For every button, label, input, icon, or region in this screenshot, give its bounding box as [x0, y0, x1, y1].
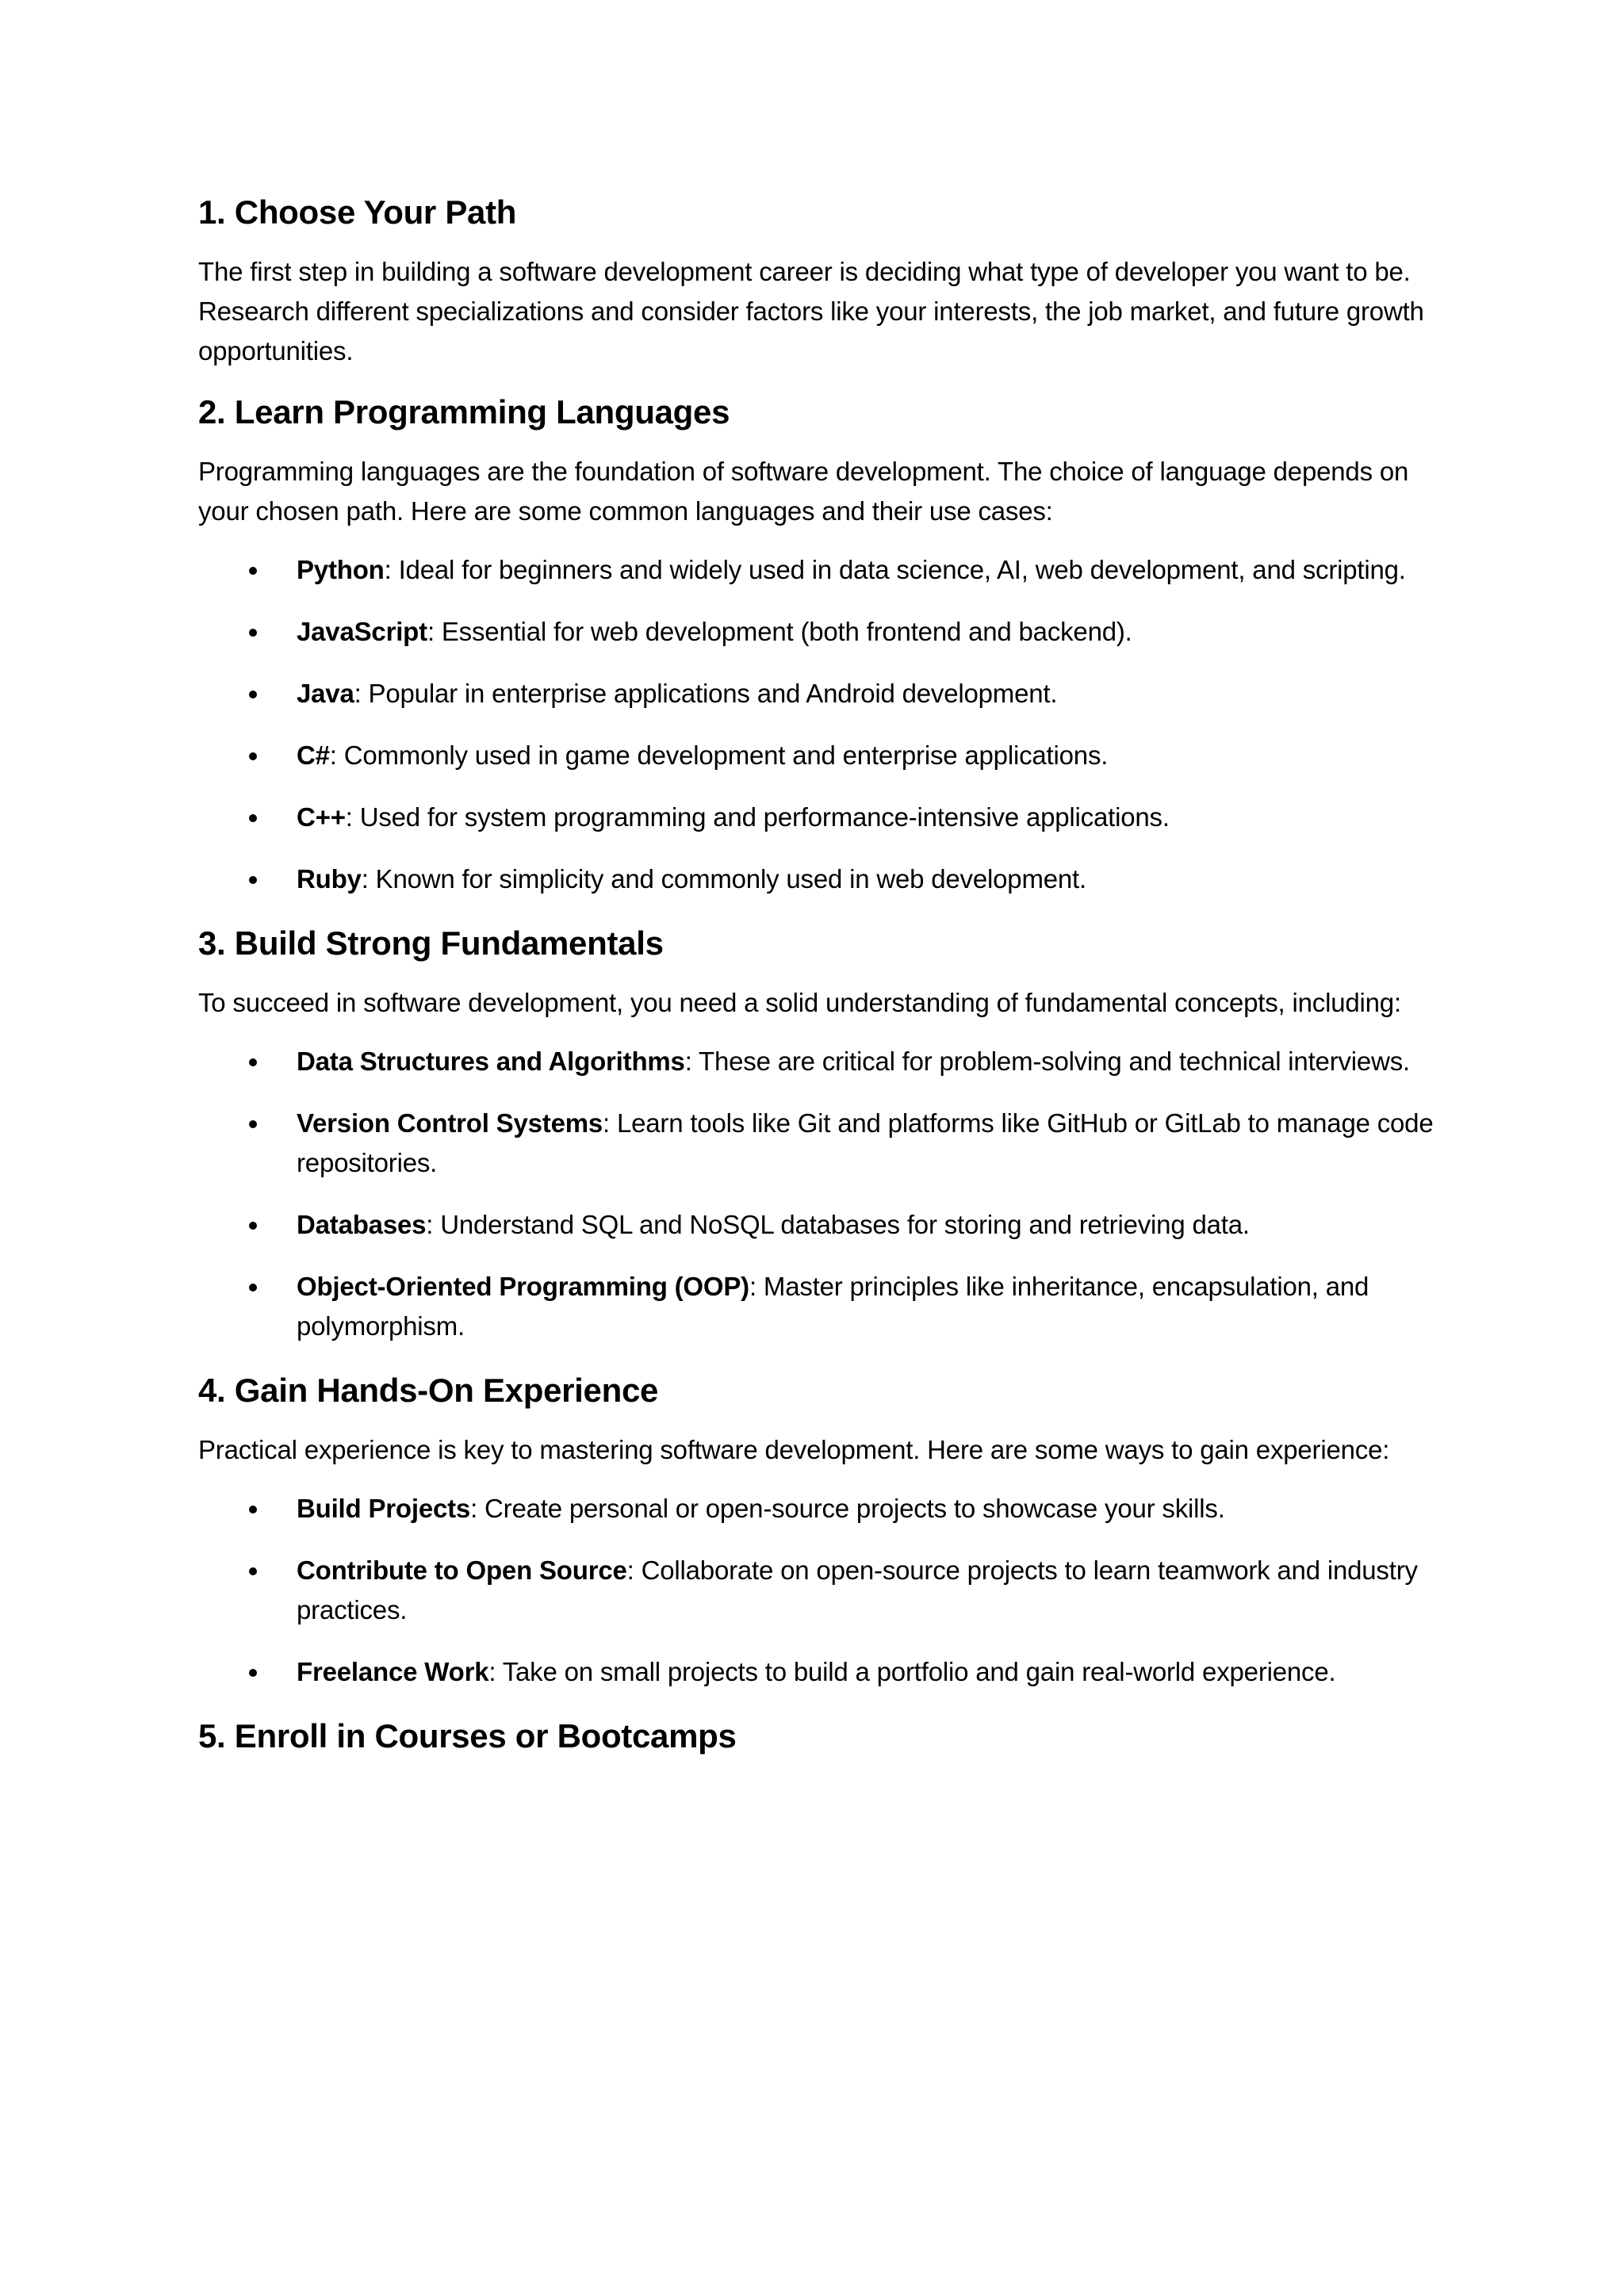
section-build-strong-fundamentals	[198, 921, 1451, 1346]
list-item-term: Databases	[297, 1210, 427, 1239]
list-item-term: Object-Oriented Programming (OOP)	[297, 1272, 749, 1301]
list-item-text: : These are critical for problem-solving and technical interviews.	[684, 1047, 1410, 1076]
bullet-icon	[249, 691, 257, 698]
bullet-icon	[249, 629, 257, 637]
list-item	[198, 1489, 1451, 1529]
list-item-term: C++	[297, 802, 346, 832]
bullet-icon	[249, 567, 257, 575]
list-item-text: : Create personal or open-source projects to showcase your skills.	[470, 1494, 1225, 1523]
fundamentals-list	[198, 1042, 1451, 1346]
section-paragraph: Programming languages are the foundation of software development. The choice of language depends on your chosen path. Here are some common languages and their use cases:	[198, 457, 1409, 526]
section-paragraph: To succeed in software development, you need a solid understanding of fundamental concepts, including:	[198, 988, 1401, 1017]
section-paragraph: Practical experience is key to mastering software development. Here are some ways to gain experience:	[198, 1435, 1390, 1464]
bullet-icon	[249, 1506, 257, 1513]
bullet-icon	[249, 814, 257, 822]
list-item	[198, 1205, 1451, 1245]
list-item	[198, 674, 1451, 714]
section-enroll-in-courses	[198, 1714, 1451, 1758]
list-item-text: : Ideal for beginners and widely used in data science, AI, web development, and scripting.	[384, 555, 1406, 584]
list-item-text: : Master principles like inheritance, encapsulation, and polymorphism.	[297, 1272, 1369, 1341]
list-item-term: C#	[297, 740, 330, 770]
bullet-icon	[249, 876, 257, 884]
list-item-term: Java	[297, 679, 354, 708]
section-heading: 5. Enroll in Courses or Bootcamps	[198, 1717, 737, 1755]
list-item-term: Build Projects	[297, 1494, 471, 1523]
bullet-icon	[249, 1284, 257, 1292]
list-item	[198, 550, 1451, 590]
list-item	[198, 1551, 1451, 1630]
bullet-icon	[249, 1058, 257, 1066]
list-item-text: : Understand SQL and NoSQL databases for storing and retrieving data.	[426, 1210, 1250, 1239]
bullet-icon	[249, 1222, 257, 1230]
section-heading: 2. Learn Programming Languages	[198, 393, 730, 430]
list-item	[198, 859, 1451, 899]
list-item	[198, 736, 1451, 775]
list-item-term: Ruby	[297, 864, 362, 894]
language-list	[198, 550, 1451, 899]
section-heading: 4. Gain Hands-On Experience	[198, 1372, 659, 1409]
document-page	[198, 190, 1451, 1776]
section-paragraph: The first step in building a software development career is deciding what type of developer you want to be. Research different specializations and consider factors like your interests, the job market, and future growth opportunities.	[198, 257, 1424, 365]
bullet-icon	[249, 752, 257, 760]
list-item	[198, 1104, 1451, 1183]
list-item-term: Python	[297, 555, 385, 584]
list-item	[198, 612, 1451, 652]
section-heading: 1. Choose Your Path	[198, 193, 517, 231]
list-item-text: : Collaborate on open-source projects to learn teamwork and industry practices.	[297, 1556, 1418, 1624]
bullet-icon	[249, 1567, 257, 1575]
list-item-term: Contribute to Open Source	[297, 1556, 627, 1585]
section-learn-programming-languages	[198, 390, 1451, 899]
list-item-term: JavaScript	[297, 617, 427, 646]
bullet-icon	[249, 1120, 257, 1128]
list-item	[198, 1042, 1451, 1081]
section-gain-hands-on-experience	[198, 1368, 1451, 1692]
experience-list	[198, 1489, 1451, 1692]
list-item-term: Data Structures and Algorithms	[297, 1047, 685, 1076]
list-item-text: : Take on small projects to build a portfolio and gain real-world experience.	[488, 1657, 1336, 1686]
list-item-text: : Known for simplicity and commonly used in web development.	[361, 864, 1086, 894]
list-item	[198, 1267, 1451, 1346]
list-item-text: : Commonly used in game development and enterprise applications.	[329, 740, 1109, 770]
list-item-text: : Popular in enterprise applications and Android development.	[354, 679, 1058, 708]
list-item	[198, 1652, 1451, 1692]
list-item-text: : Essential for web development (both frontend and backend).	[427, 617, 1132, 646]
bullet-icon	[249, 1669, 257, 1677]
list-item-term: Freelance Work	[297, 1657, 489, 1686]
section-choose-your-path	[198, 190, 1451, 371]
section-heading: 3. Build Strong Fundamentals	[198, 924, 664, 962]
list-item-term: Version Control Systems	[297, 1108, 603, 1138]
list-item-text: : Used for system programming and performance-intensive applications.	[345, 802, 1170, 832]
list-item-text: : Learn tools like Git and platforms like GitHub or GitLab to manage code repositories.	[297, 1108, 1434, 1177]
list-item	[198, 798, 1451, 837]
